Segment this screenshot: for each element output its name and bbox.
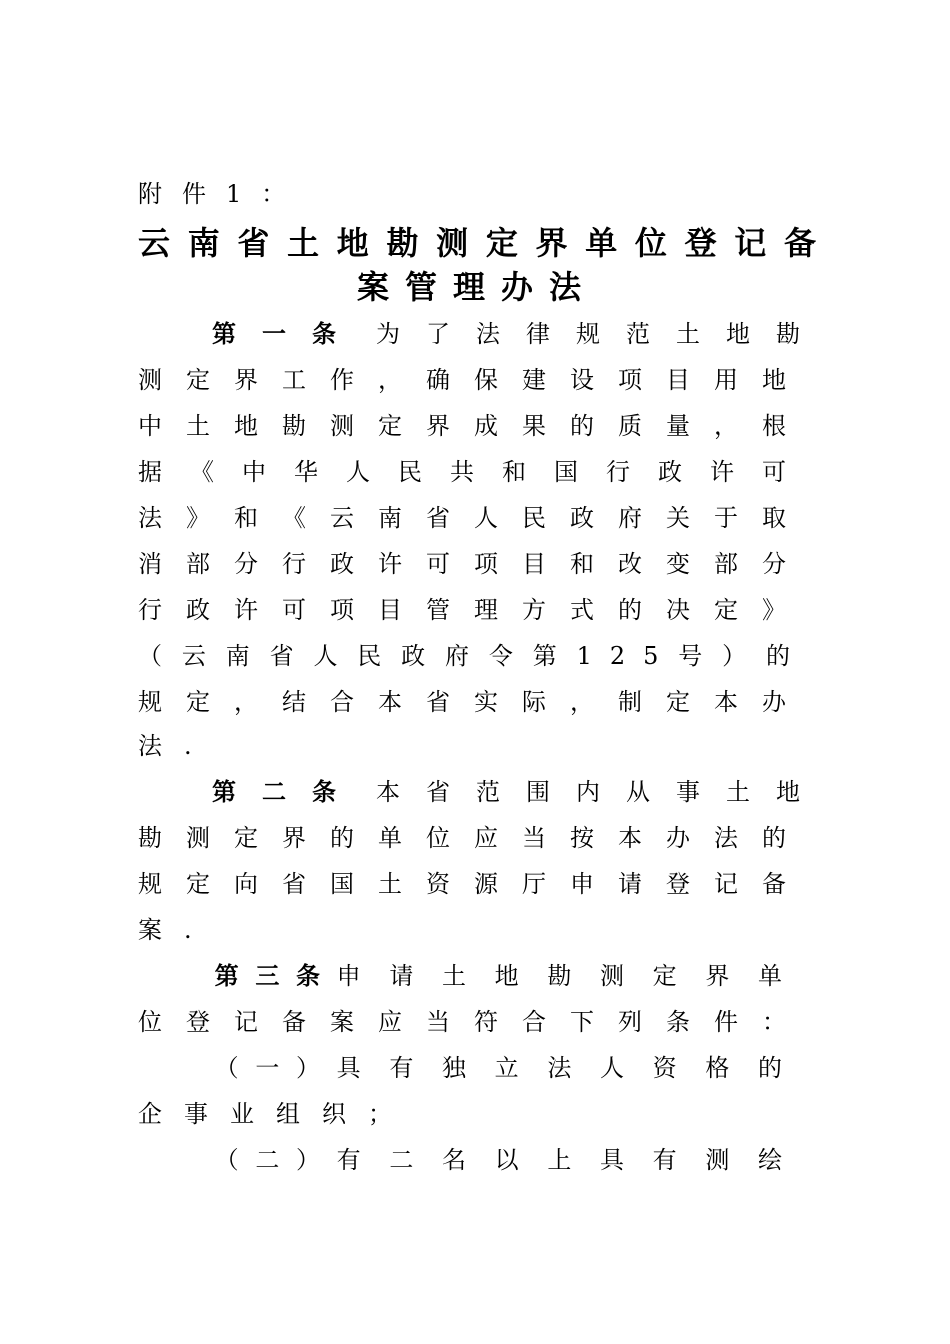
article-3-line-2: 位登记备案应当符合下列条件： (138, 1008, 808, 1036)
article-2-line-1: 本省范围内从事土地 (376, 778, 826, 806)
article-3-head: 第三条 (212, 961, 337, 990)
article-2-line-4: 案. (138, 916, 214, 944)
article-1-line-8: （云南省人民政府令第125号）的 (138, 642, 808, 670)
document-title-line-2: 案管理办法 (356, 268, 597, 306)
document-title-line-1: 云南省土地勘测定界单位登记备 (138, 224, 816, 262)
article-1-line-7: 行政许可项目管理方式的决定》 (138, 596, 808, 624)
article-1-line-1: 为了法律规范土地勘 (376, 320, 826, 348)
article-1-line-10: 法. (138, 732, 214, 760)
article-1-line-9: 规定，结合本省实际，制定本办 (138, 688, 808, 716)
item-1-line-1: 具有独立法人资格的 (336, 1054, 809, 1082)
item-2-line-1: 有二名以上具有测绘 (336, 1146, 809, 1174)
article-2-first-line (138, 772, 826, 812)
article-1-head: 第一条 (212, 319, 362, 348)
article-2-line-3: 规定向省国土资源厅申请登记备 (138, 870, 808, 898)
article-1-line-3: 中土地勘测定界成果的质量，根 (138, 412, 808, 440)
item-1-line-2: 企事业组织； (138, 1100, 414, 1128)
attachment-label: 附件1： (138, 180, 306, 208)
article-2-head: 第二条 (212, 777, 362, 806)
article-3-line-1: 申请土地勘测定界单 (336, 962, 809, 990)
article-1-line-6: 消部分行政许可项目和改变部分 (138, 550, 808, 578)
item-2-marker: （二） (212, 1146, 337, 1174)
item-1-first-line (138, 1048, 808, 1088)
item-2-first-line (138, 1140, 808, 1180)
article-1-first-line (138, 314, 826, 354)
item-1-marker: （一） (212, 1054, 337, 1082)
article-1-line-4: 据《中华人民共和国行政许可 (138, 458, 808, 486)
article-1-line-2: 测定界工作，确保建设项目用地 (138, 366, 808, 394)
article-2-line-2: 勘测定界的单位应当按本办法的 (138, 824, 808, 852)
article-3-first-line (138, 956, 808, 996)
article-1-line-5: 法》和《云南省人民政府关于取 (138, 504, 808, 532)
